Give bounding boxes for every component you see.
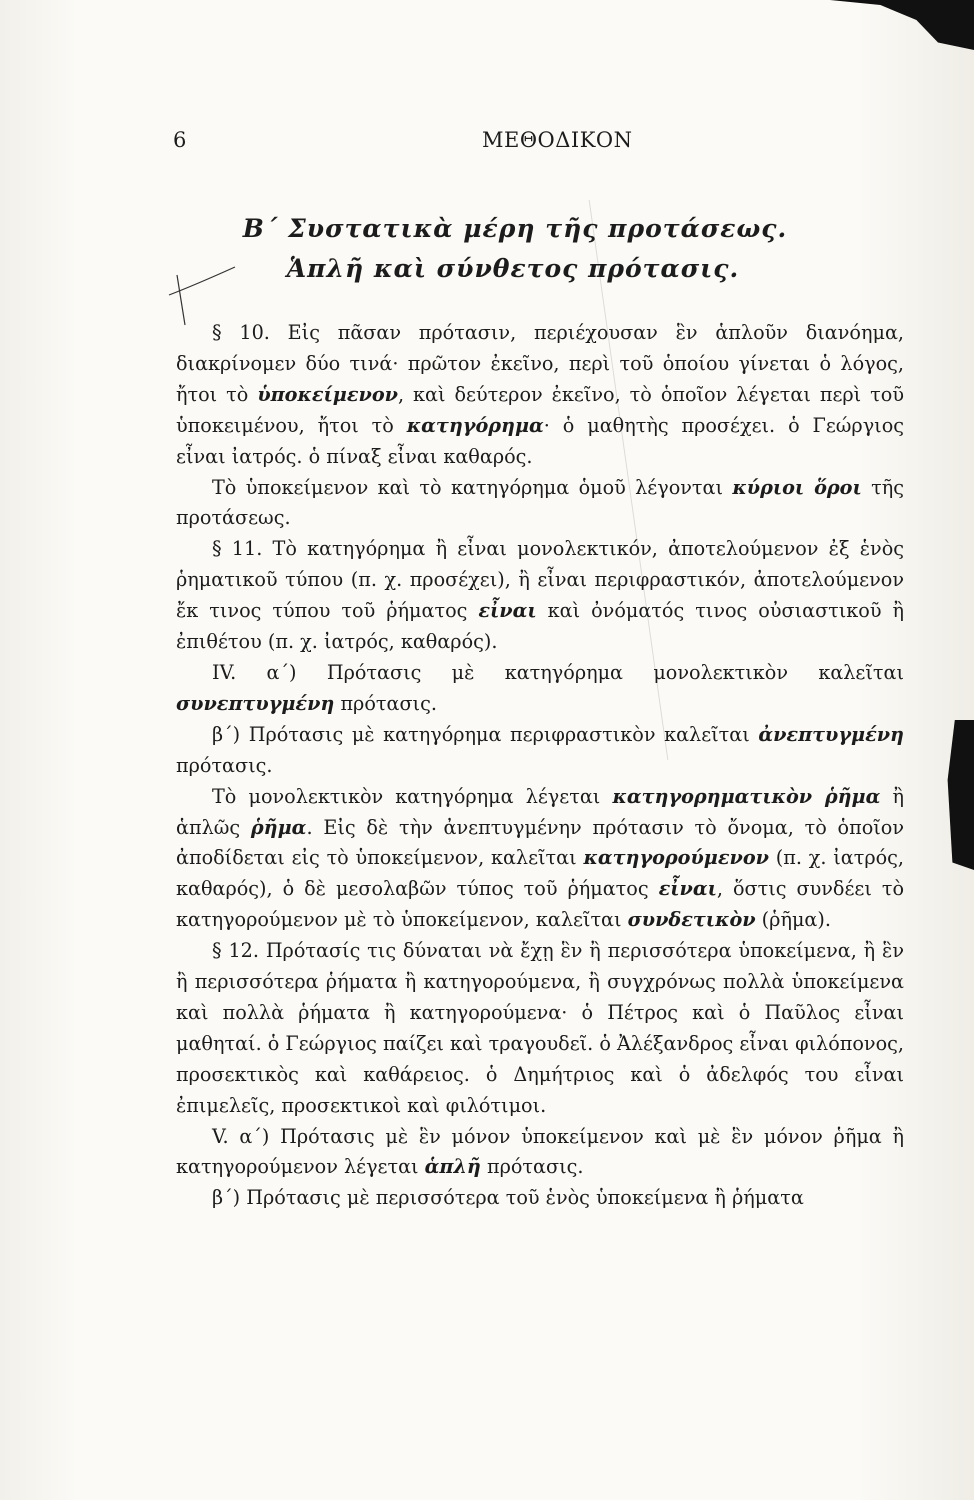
paragraph-text: πρότασις. bbox=[334, 691, 437, 715]
binding-shadow-top bbox=[830, 0, 974, 50]
paragraph-text: IV. α΄) Πρότασις μὲ κατηγόρημα μονολεκτικὸν καλεῖται bbox=[212, 660, 904, 684]
emphasized-term: ἀνεπτυγμένη bbox=[758, 722, 904, 746]
paragraph-text: Τὸ μονολεκτικὸν κατηγόρημα λέγεται bbox=[212, 784, 613, 808]
paragraph-text: (ῥῆμα). bbox=[755, 908, 831, 932]
emphasized-term: εἶναι bbox=[478, 599, 537, 623]
paragraph-text: , καὶ δεύτερον ἐκεῖνο, τὸ ὁποῖον λέγεται περὶ τοῦ ὑποκειμένου, ἤτοι τὸ bbox=[176, 382, 904, 437]
paragraph bbox=[176, 720, 904, 782]
paragraph bbox=[176, 473, 904, 535]
page-header bbox=[0, 128, 974, 158]
paragraph bbox=[176, 1122, 904, 1184]
paragraph-text: § 11. Τὸ κατηγόρημα ἢ εἶναι μονολεκτικόν, ἀποτελούμενον ἐξ ἑνὸς ῥηματικοῦ τύπου (π. χ. προσέχει), ἢ εἶναι περιφραστικόν, ἀποτελούμενον ἔκ τινος τύπου τοῦ ῥήματος bbox=[176, 537, 904, 623]
paragraph bbox=[176, 318, 904, 473]
paragraph-text: § 12. Πρότασίς τις δύναται νὰ ἔχῃ ἓν ἢ περισσότερα ὑποκείμενα, ἢ ἓν ἢ περισσότερα ῥήματα ἢ κατηγορούμενα, ἢ συγχρόνως πολλὰ ὑποκείμενα καὶ πολλὰ ῥήματα ἢ κατηγορούμενα· ὁ Πέτρος καὶ ὁ Παῦλος εἶναι μαθηταί. ὁ Γεώργιος παίζει καὶ τραγουδεῖ. ὁ Ἀλέξανδρος εἶναι φιλόπονος, προσεκτικὸς καὶ καθάρειος. ὁ Δημήτριος καὶ ὁ ἀδελφός του εἶναι ἐπιμελεῖς, προσεκτικοὶ καὶ φιλότιμοι. bbox=[176, 939, 904, 1117]
paragraph-text: · ὁ μαθητὴς προσέχει. ὁ Γεώργιος εἶναι ἰατρός. ὁ πίναξ εἶναι καθαρός. bbox=[176, 413, 904, 468]
body-text bbox=[176, 318, 904, 1214]
binding-shadow-right bbox=[926, 720, 974, 870]
emphasized-term: ὑποκείμενον bbox=[257, 382, 398, 406]
emphasized-term: συνεπτυγμένη bbox=[176, 691, 335, 715]
paragraph bbox=[176, 1183, 904, 1214]
paragraph-text: πρότασις. bbox=[176, 753, 273, 777]
paragraph-text: τῆς προτάσεως. bbox=[176, 475, 904, 530]
paragraph bbox=[176, 658, 904, 720]
paragraph-text: . Εἰς δὲ τὴν ἀνεπτυγμένην πρότασιν τὸ ὄνομα, τὸ ὁποῖον ἀποδίδεται εἰς τὸ ὑποκείμενον, καλεῖται bbox=[176, 815, 904, 870]
paragraph bbox=[176, 936, 904, 1121]
emphasized-term: κατηγορούμενον bbox=[583, 846, 769, 870]
section-heading-line2: Ἁπλῆ καὶ σύνθετος πρότασις. bbox=[286, 254, 740, 283]
paragraph-text: Τὸ ὑποκείμενον καὶ τὸ κατηγόρημα ὁμοῦ λέγονται bbox=[212, 475, 733, 499]
emphasized-term: κατηγόρημα bbox=[406, 413, 544, 437]
emphasized-term: ἁπλῆ bbox=[424, 1155, 481, 1179]
paragraph-text: , ὅστις συνδέει τὸ κατηγορούμενον μὲ τὸ ὑποκείμενον, καλεῖται bbox=[176, 877, 904, 932]
paragraph-text: πρότασις. bbox=[480, 1155, 584, 1179]
emphasized-term: συνδετικὸν bbox=[627, 908, 756, 932]
running-head: ΜΕΘΟΔΙΚΟΝ bbox=[482, 128, 633, 152]
paragraph-text: § 10. Εἰς πᾶσαν πρότασιν, περιέχουσαν ἓν ἁπλοῦν διανόημα, διακρίνομεν δύο τινά· πρῶτον ἐκεῖνο, περὶ τοῦ ὁποίου γίνεται ὁ λόγος, ἤτοι τὸ bbox=[176, 321, 904, 406]
paragraph-text: V. α΄) Πρότασις μὲ ἓν μόνον ὑποκείμενον καὶ μὲ ἓν μόνον ῥῆμα ἢ κατηγορούμενον λέγεται bbox=[176, 1124, 904, 1179]
emphasized-term: κατηγορηματικὸν ῥῆμα bbox=[612, 784, 881, 808]
paragraph-text: ἢ ἁπλῶς bbox=[176, 784, 904, 839]
paragraph-text: β΄) Πρότασις μὲ κατηγόρημα περιφραστικὸν καλεῖται bbox=[212, 722, 759, 746]
paragraph bbox=[176, 782, 904, 937]
emphasized-term: εἶναι bbox=[658, 877, 717, 901]
section-heading-line1: Β΄ Συστατικὰ μέρη τῆς προτάσεως. bbox=[242, 214, 788, 243]
paragraph bbox=[176, 534, 904, 658]
emphasized-term: ῥῆμα bbox=[250, 815, 307, 839]
paragraph-text: (π. χ. ἰατρός, καθαρός), ὁ δὲ μεσολαβῶν τύπος τοῦ ῥήματος bbox=[176, 846, 904, 901]
emphasized-term: κύριοι ὅροι bbox=[732, 475, 862, 499]
paragraph-text: β΄) Πρότασις μὲ περισσότερα τοῦ ἑνὸς ὑποκείμενα ἢ ῥήματα bbox=[212, 1186, 804, 1210]
page-number: 6 bbox=[173, 128, 187, 152]
paragraph-text: καὶ ὀνόματός τινος οὐσιαστικοῦ ἢ ἐπιθέτου (π. χ. ἰατρός, καθαρός). bbox=[176, 599, 904, 654]
